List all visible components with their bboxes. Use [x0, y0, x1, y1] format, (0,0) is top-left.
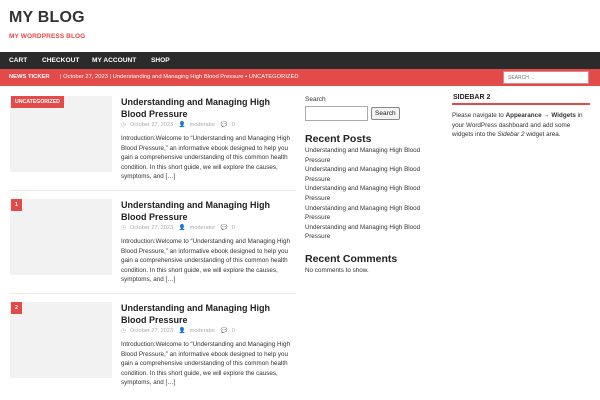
- post-excerpt: [121, 237, 301, 285]
- nav-item-checkout[interactable]: CHECKOUT: [42, 57, 80, 64]
- appearance-widgets-text: Appearance → Widgets: [505, 112, 576, 119]
- post-comments[interactable]: 0: [231, 225, 235, 231]
- clock-icon: ◷: [121, 225, 126, 231]
- search-label: Search: [305, 96, 326, 103]
- post-card: [10, 96, 296, 196]
- post-title[interactable]: Understanding and Managing High Blood Pressure: [121, 97, 270, 119]
- clock-icon: ◷: [121, 122, 126, 128]
- post-meta: [121, 328, 239, 334]
- post-card: [10, 302, 296, 400]
- post-date[interactable]: October 27, 2023: [129, 328, 174, 334]
- recent-post-link[interactable]: Understanding and Managing High Blood Pressure: [305, 223, 421, 241]
- sidebar2-header: [452, 92, 590, 105]
- user-icon: 👤: [178, 225, 186, 231]
- post-excerpt-text: Introduction:Welcome to “Understanding and Managing High Blood Pressure,” an informative ebook designed to help you gain a comprehensive understanding of this common health condition. In this short guide, we will explore the causes, symptoms, and: [121, 135, 290, 180]
- post-thumbnail[interactable]: [10, 302, 112, 378]
- post-excerpt: [121, 134, 301, 182]
- sidebar2-text-3: widget area.: [524, 131, 561, 139]
- site-header: [0, 0, 600, 52]
- post-divider: [10, 190, 296, 191]
- sidebar-primary: [305, 96, 435, 275]
- user-icon: 👤: [178, 328, 186, 334]
- post-comments[interactable]: 0: [231, 328, 235, 334]
- recent-post-link[interactable]: Understanding and Managing High Blood Pressure: [305, 204, 421, 222]
- post-author[interactable]: moderator: [189, 225, 216, 231]
- post-date[interactable]: October 27, 2023: [129, 225, 174, 231]
- search-button[interactable]: Search: [371, 107, 400, 120]
- post-meta: [121, 225, 239, 231]
- post-author[interactable]: moderator: [189, 122, 216, 128]
- sidebar-search-input[interactable]: [305, 106, 368, 121]
- news-ticker-label: NEWS TICKER: [9, 74, 50, 80]
- post-comments[interactable]: 0: [231, 122, 235, 128]
- news-ticker: [0, 69, 600, 86]
- recent-posts-list: [305, 146, 435, 242]
- sidebar2-title: SIDEBAR 2: [453, 94, 491, 101]
- comment-icon: 💬: [220, 328, 228, 334]
- nav-item-cart[interactable]: CART: [9, 57, 28, 64]
- site-description: MY WORDPRESS BLOG: [9, 33, 86, 40]
- news-ticker-item[interactable]: | October 27, 2023 | Understanding and Managing High Blood Pressure • UNCATEGORIZED: [60, 74, 299, 80]
- site-title[interactable]: MY BLOG: [9, 9, 85, 26]
- recent-posts-title: Recent Posts: [305, 133, 372, 145]
- recent-post-link[interactable]: Understanding and Managing High Blood Pressure: [305, 147, 421, 164]
- sidebar2-name-text: Sidebar 2: [497, 131, 525, 139]
- read-more-link[interactable]: […]: [165, 276, 176, 283]
- post-author[interactable]: moderator: [189, 328, 216, 334]
- nav-item-my-account[interactable]: MY ACCOUNT: [92, 57, 137, 64]
- post-thumbnail[interactable]: [10, 199, 112, 275]
- post-excerpt-text: Introduction:Welcome to “Understanding and Managing High Blood Pressure,” an informative ebook designed to help you gain a comprehensive understanding of this common health condition. In this short guide, we will explore the causes, symptoms, and: [121, 238, 290, 283]
- comment-icon: 💬: [220, 225, 228, 231]
- post-title[interactable]: Understanding and Managing High Blood Pressure: [121, 200, 270, 222]
- post-number-badge: 2: [11, 302, 22, 314]
- recent-post-link[interactable]: Understanding and Managing High Blood Pressure: [305, 166, 421, 183]
- sidebar2-text-2: in your WordPress dashboard and add some widgets into the: [452, 112, 583, 139]
- read-more-link[interactable]: […]: [165, 173, 176, 180]
- comment-icon: 💬: [220, 122, 228, 128]
- search-form: [305, 106, 435, 122]
- sidebar-secondary: [452, 92, 590, 140]
- no-comments-text: No comments to show.: [305, 266, 369, 274]
- recent-comments-title: Recent Comments: [305, 252, 398, 265]
- post-number-badge: 1: [11, 199, 22, 211]
- post-date[interactable]: October 27, 2023: [129, 122, 174, 128]
- sidebar2-message: [452, 111, 590, 140]
- read-more-link[interactable]: […]: [165, 379, 176, 386]
- post-divider: [10, 293, 296, 294]
- post-excerpt-text: Introduction:Welcome to “Understanding and Managing High Blood Pressure,” an informative ebook designed to help you gain a comprehensive understanding of this common health condition. In this short guide, we will explore the causes, symptoms, and: [121, 341, 290, 386]
- user-icon: 👤: [178, 122, 186, 128]
- recent-post-link[interactable]: Understanding and Managing High Blood Pressure: [305, 185, 421, 202]
- nav-item-shop[interactable]: SHOP: [151, 57, 170, 64]
- sidebar2-text-1: Please navigate to: [452, 112, 506, 119]
- post-title[interactable]: Understanding and Managing High Blood Pressure: [121, 303, 270, 325]
- post-card: [10, 199, 296, 299]
- clock-icon: ◷: [121, 328, 126, 334]
- post-excerpt: [121, 340, 301, 388]
- post-meta: [121, 122, 239, 128]
- category-badge[interactable]: UNCATEGORIZED: [11, 96, 64, 108]
- main-navigation: [0, 52, 600, 69]
- header-search-input[interactable]: [503, 71, 589, 84]
